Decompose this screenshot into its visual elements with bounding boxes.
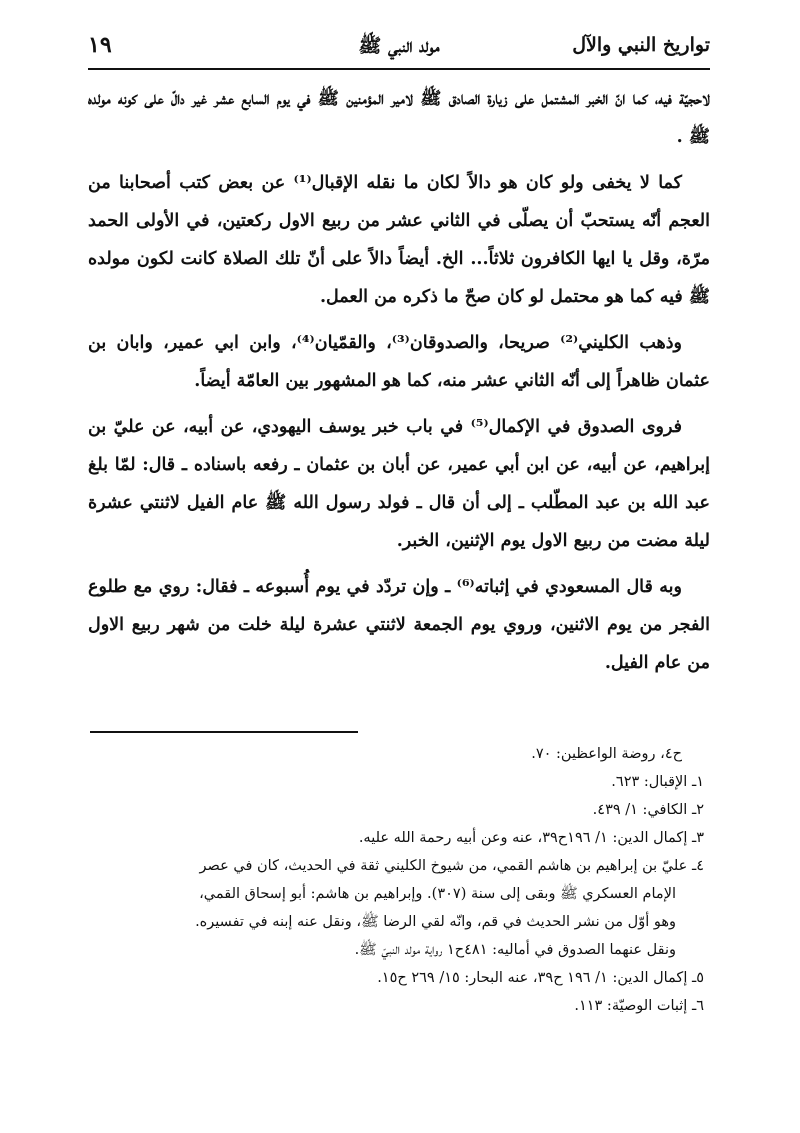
footnote: ٢ـ الكافي: ١/ ٤٣٩. bbox=[592, 802, 704, 818]
footnote: ٣ـ إكمال الدين: ١/ ١٩٦ح٣٩، عنه وعن أبيه رحمة الله عليه. bbox=[358, 830, 704, 846]
footnote-continuation: ونقل عنهما الصدوق في أماليه: ٤٨١ح١ رواية مولد النبيّ ﷺ. bbox=[354, 942, 676, 958]
running-chapter-title: مولد النبي ﷺ bbox=[358, 35, 440, 57]
paragraph: كما لا يخفى ولو كان هو دالاً لكان ما نقله الإقبال⁽¹⁾ عن بعض كتب أصحابنا من العجم أنّه يستحبّ أن يصلّى في الثاني عشر من ربيع الاول ركعتين، في الأولى الحمد مرّة، وقل يا ايها الكافرون ثلاثاً... الخ. أيضاً دالاً على أنّ تلك الصلاة كانت لكون مولده ﷺ فيه كما هو محتمل لو كان صحّ ما ذكره من العمل. bbox=[88, 173, 710, 307]
footnote: ٤ـ عليّ بن إبراهيم بن هاشم القمي، من شيوخ الكليني ثقة في الحديث، كان في عصر bbox=[199, 858, 704, 874]
footnotes bbox=[88, 740, 710, 1020]
paragraph: وبه قال المسعودي في إثباته⁽⁶⁾ ـ وإن تردّد في يوم أُسبوعه ـ فقال: روي مع طلوع الفجر من يوم الاثنين، وروي يوم الجمعة لاثنتي عشرة ليلة خلت من شهر ربيع الاول من عام الفيل. bbox=[88, 577, 710, 673]
main-text bbox=[88, 80, 710, 690]
header-rule bbox=[88, 68, 710, 70]
paragraph: وذهب الكليني⁽²⁾ صريحا، والصدوقان⁽³⁾، والقمّيان⁽⁴⁾، وابن ابي عمير، وابان بن عثمان ظاهراً إلى أنّه الثاني عشر منه، كما هو المشهور بين العامّة أيضاً. bbox=[88, 333, 710, 391]
footnote: ٦ـ إثبات الوصيّة: ١١٣. bbox=[574, 998, 704, 1014]
footnote-continuation: وهو أوّل من نشر الحديث في قم، وانّه لقي الرضا ﷺ، ونقل عنه إبنه في تفسيره. bbox=[195, 914, 676, 930]
footnote: ٥ـ إكمال الدين: ١/ ١٩٦ ح٣٩، عنه البحار: ١٥/ ٢٦٩ ح١٥. bbox=[377, 970, 704, 986]
page-header bbox=[88, 30, 710, 64]
footnote-continuation: الإمام العسكري ﷺ وبقى إلى سنة (٣٠٧). وإبراهيم بن هاشم: أبو إسحاق القمي، bbox=[199, 886, 676, 902]
paragraph: فروى الصدوق في الإكمال⁽⁵⁾ في باب خبر يوسف اليهودي، عن أبيه، عن عليّ بن إبراهيم، عن أبيه، عن ابن أبي عمير، عن أبان بن عثمان ـ رفعه باسناده ـ قال: لمّا بلغ عبد الله بن عبد المطّلب ـ إلى أن قال ـ فولد رسول الله ﷺ عام الفيل لاثنتي عشرة ليلة مضت من ربيع الاول يوم الإثنين، الخبر. bbox=[88, 417, 710, 551]
running-book-title: تواريخ النبي والآل bbox=[572, 34, 710, 56]
footnote: ح٤، روضة الواعظين: ٧٠. bbox=[531, 746, 682, 762]
page-number: ١٩ bbox=[88, 32, 112, 58]
footnote-rule bbox=[90, 731, 358, 733]
paragraph: لاحجيّة فيه، كما انّ الخبر المشتمل على زيارة الصادق ﷺ لامير المؤمنين ﷺ في يوم السابع عشر غير دالّ على كونه مولده ﷺ . bbox=[88, 89, 710, 147]
footnote: ١ـ الإقبال: ٦٢٣. bbox=[611, 774, 704, 790]
